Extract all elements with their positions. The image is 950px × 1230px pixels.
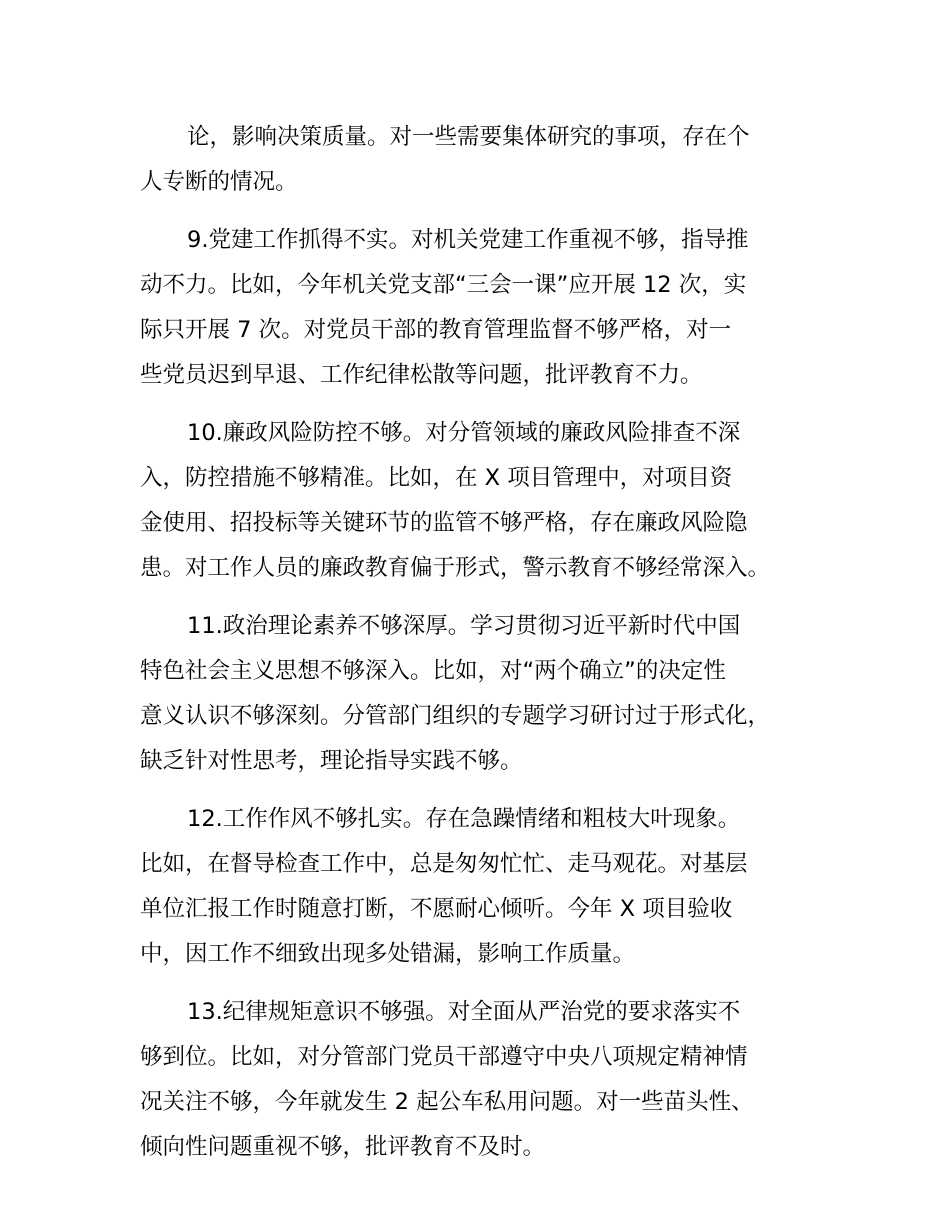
text-line: 患。对工作人员的廉政教育偏于形式，警示教育不够经常深入。 [140, 555, 771, 581]
text-line: 11.政治理论素养不够深厚。学习贯彻习近平新时代中国 [187, 613, 741, 639]
paragraph-item-12 [140, 797, 840, 977]
text-line: 入，防控措施不够精准。比如，在 X 项目管理中，对项目资 [140, 465, 733, 491]
text-line: 单位汇报工作时随意打断，不愿耐心倾听。今年 X 项目验收 [140, 896, 733, 922]
text-line: 够到位。比如，对分管部门党员干部遵守中央八项规定精神情 [140, 1044, 748, 1070]
text-line: 些党员迟到早退、工作纪律松散等问题，批评教育不力。 [140, 362, 703, 388]
paragraph-item-10 [140, 411, 840, 591]
paragraph-1 [140, 115, 840, 205]
text-line: 缺乏针对性思考，理论指导实践不够。 [140, 748, 523, 774]
text-line: 12.工作作风不够扎实。存在急躁情绪和粗枝大叶现象。 [187, 806, 741, 832]
text-line: 况关注不够，今年就发生 2 起公车私用问题。对一些苗头性、 [140, 1089, 754, 1115]
document-body [140, 115, 840, 1183]
text-line: 比如，在督导检查工作中，总是匆匆忙忙、走马观花。对基层 [140, 851, 748, 877]
text-line: 13.纪律规矩意识不够强。对全面从严治党的要求落实不 [187, 999, 741, 1025]
text-line: 意义认识不够深刻。分管部门组织的专题学习研讨过于形式化， [140, 703, 771, 729]
text-line: 9.党建工作抓得不实。对机关党建工作重视不够，指导推 [187, 227, 749, 253]
paragraph-item-11 [140, 604, 840, 784]
text-line: 倾向性问题重视不够，批评教育不及时。 [140, 1134, 546, 1160]
text-line: 人专断的情况。 [140, 169, 298, 195]
paragraph-item-9 [140, 218, 840, 398]
text-line: 际只开展 7 次。对党员干部的教育管理监督不够严格，对一 [140, 317, 732, 343]
text-line: 论，影响决策质量。对一些需要集体研究的事项，存在个 [187, 124, 750, 150]
paragraph-item-13 [140, 990, 840, 1170]
text-line: 特色社会主义思想不够深入。比如，对“两个确立”的决定性 [140, 658, 726, 684]
text-line: 中，因工作不细致出现多处错漏，影响工作质量。 [140, 941, 636, 967]
text-line: 金使用、招投标等关键环节的监管不够严格，存在廉政风险隐 [140, 510, 748, 536]
text-line: 动不力。比如，今年机关党支部“三会一课”应开展 12 次，实 [140, 272, 747, 298]
text-line: 10.廉政风险防控不够。对分管领域的廉政风险排查不深 [187, 420, 741, 446]
